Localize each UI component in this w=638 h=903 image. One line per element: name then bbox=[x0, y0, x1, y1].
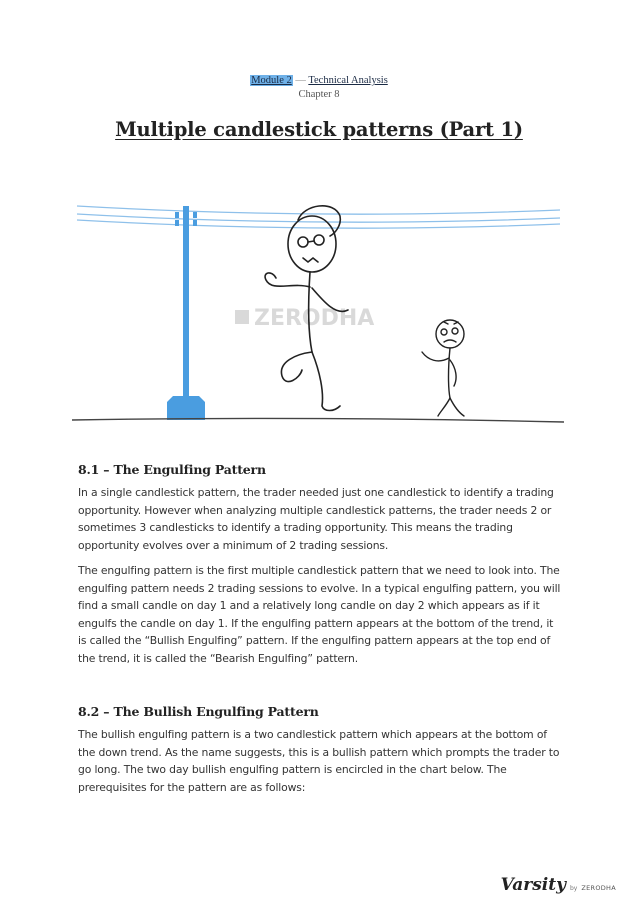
varsity-logo: Varsity bbox=[500, 875, 566, 895]
svg-text:ZERODHA: ZERODHA bbox=[254, 306, 375, 331]
chapter-label: Chapter 8 bbox=[298, 89, 340, 100]
section-engulfing bbox=[78, 462, 564, 667]
electric-pole bbox=[167, 206, 205, 420]
paragraph-engulfing-definition: The engulfing pattern is the first multiple candlestick pattern that we need to look into. The engulfing pattern needs 2 trading sessions to evolve. In a typical engulfing pattern, you will find a small candle on day 1 and a relatively long candle on day 2 which appears as if it engulfs the candle on day 1. If the engulfing pattern appears at the bottom of the trend, it is called the “Bullish Engulfing” pattern. If the engulfing pattern appears at the top end of the trend, it is called the “Bearish Engulfing” pattern. bbox=[78, 564, 561, 665]
paragraph-engulfing-intro: In a single candlestick pattern, the trader needed just one candlestick to identify a trading opportunity. However when analyzing multiple candlestick patterns, the trader needs 2 or sometimes 3 candlesticks to identify a trading opportunity. This means the trading opportunity evolves over a minimum of 2 trading sessions. bbox=[78, 486, 554, 552]
paragraph-bullish-engulfing: The bullish engulfing pattern is a two candlestick pattern which appears at the bottom of the down trend. As the name suggests, this is a bullish pattern which prompts the trader to go long. The two day bullish engulfing pattern is encircled in the chart below. The prerequisites for the pattern are as follows: bbox=[78, 728, 560, 794]
small-stick-figure bbox=[422, 320, 464, 416]
footer-by: by bbox=[570, 885, 578, 892]
zerodha-watermark bbox=[235, 306, 374, 331]
page-title: Multiple candlestick patterns (Part 1) bbox=[115, 118, 523, 141]
footer-logo bbox=[501, 875, 616, 895]
zerodha-logo: ZERODHA bbox=[581, 884, 616, 892]
stick-figure-illustration bbox=[72, 192, 564, 432]
section-heading-8-1: 8.1 – The Engulfing Pattern bbox=[78, 462, 266, 477]
section-bullish-engulfing bbox=[78, 704, 564, 796]
section-heading-8-2: 8.2 – The Bullish Engulfing Pattern bbox=[78, 704, 319, 719]
page-header bbox=[0, 74, 638, 102]
module-link[interactable]: Module 2 bbox=[251, 75, 292, 86]
topic-link[interactable]: Technical Analysis bbox=[308, 75, 388, 86]
header-separator: — bbox=[295, 75, 306, 86]
ground-line bbox=[72, 418, 564, 422]
